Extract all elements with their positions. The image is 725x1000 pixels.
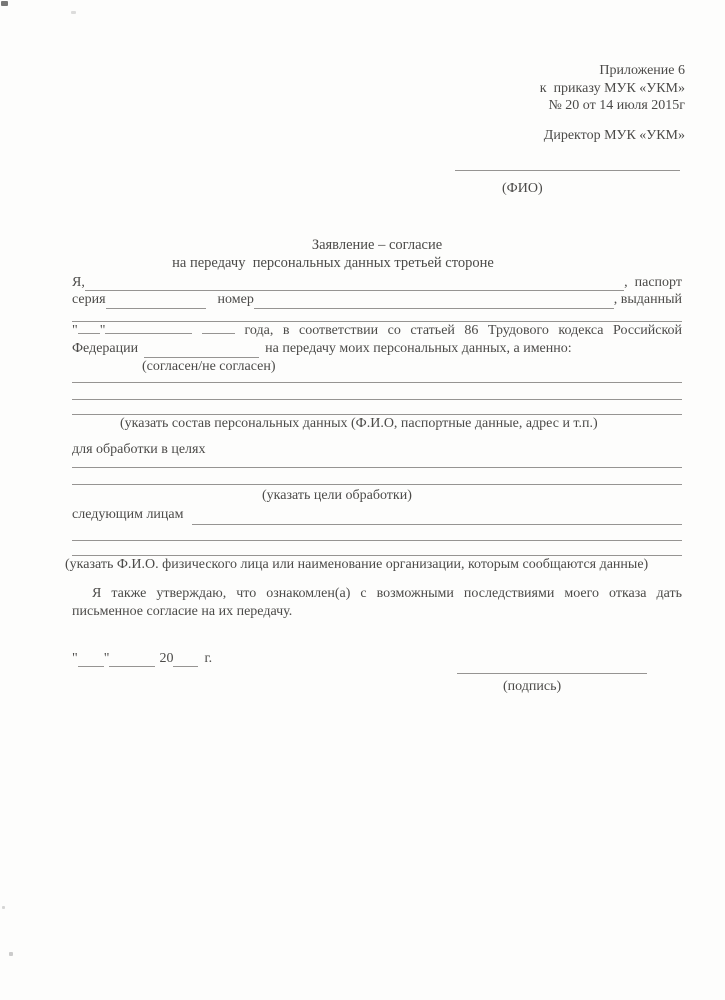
document-title: Заявление – согласие <box>311 237 443 253</box>
scan-speck <box>2 906 5 909</box>
series-blank <box>106 305 206 309</box>
day-blank <box>78 663 104 667</box>
purpose-caption: (указать цели обработки) <box>262 488 412 503</box>
signature-line <box>457 673 647 674</box>
quote-mark: " <box>103 651 110 666</box>
fio-signature-line <box>455 170 680 171</box>
header-order-number: № 20 от 14 июля 2015г <box>548 98 685 113</box>
statute-phrase: года, в соответствии со статьей 86 Трудового кодекса Российской <box>244 323 683 338</box>
applicant-name-blank <box>85 287 624 291</box>
passport-series-row <box>72 291 682 309</box>
statement-line-2: письменное согласие на их передачу. <box>72 604 293 619</box>
purpose-blank-1 <box>72 458 682 468</box>
date-month-blank <box>105 330 192 334</box>
scan-speck <box>9 952 13 956</box>
date-year-blank <box>202 330 235 334</box>
applicant-row <box>72 274 682 291</box>
signature-caption: (подпись) <box>503 679 562 694</box>
personal-data-blank-1 <box>72 375 682 383</box>
persons-caption: (указать Ф.И.О. физического лица или наименование организации, которым сообщаются данные) <box>65 557 649 572</box>
scan-speck <box>71 11 76 14</box>
series-label: серия <box>72 292 106 307</box>
transfer-phrase: на передачу моих персональных данных, а именно: <box>265 341 572 356</box>
processing-purpose-label: для обработки в целях <box>72 442 206 457</box>
purpose-blank-2 <box>72 468 682 485</box>
header-appendix: Приложение 6 <box>599 63 685 78</box>
quote-mark: " <box>72 323 78 338</box>
persons-label: следующим лицам <box>72 507 184 522</box>
passport-label: , паспорт <box>624 275 682 290</box>
date-statute-row <box>72 322 682 340</box>
number-label: номер <box>217 292 254 307</box>
month-blank <box>109 663 155 667</box>
fio-caption: (ФИО) <box>502 181 543 196</box>
persons-blank-1 <box>192 521 683 525</box>
personal-data-caption: (указать состав персональных данных (Ф.И.О, паспортные данные, адрес и т.п.) <box>120 416 598 431</box>
federation-row <box>72 340 682 358</box>
year-blank <box>173 663 198 667</box>
personal-data-blank-3 <box>72 400 682 415</box>
signature-date-row <box>72 650 682 667</box>
persons-blank-3 <box>72 541 682 556</box>
statement-line-1: Я также утверждаю, что ознакомлен(а) с возможными последствиями моего отказа дать <box>92 586 682 601</box>
number-blank <box>254 305 614 309</box>
form-body <box>65 274 683 667</box>
persons-blank-2 <box>72 525 682 541</box>
persons-row <box>72 505 682 525</box>
year-suffix: г. <box>204 651 213 666</box>
header-order: к приказу МУК «УКМ» <box>539 80 685 96</box>
year-prefix: 20 <box>159 651 174 666</box>
quote-mark: " <box>99 323 106 338</box>
federation-label: Федерации <box>72 341 139 356</box>
director-line: Директор МУК «УКМ» <box>543 128 685 143</box>
scan-speck <box>1 1 8 6</box>
quote-mark: " <box>72 651 78 666</box>
header-block <box>540 62 685 115</box>
date-day-blank <box>78 330 100 334</box>
issued-label: , выданный <box>613 292 682 307</box>
personal-data-blank-2 <box>72 383 682 400</box>
document-subtitle: на передачу персональных данных третьей стороне <box>172 255 494 271</box>
consent-caption: (согласен/не согласен) <box>142 359 276 374</box>
applicant-prefix: Я, <box>72 275 85 290</box>
